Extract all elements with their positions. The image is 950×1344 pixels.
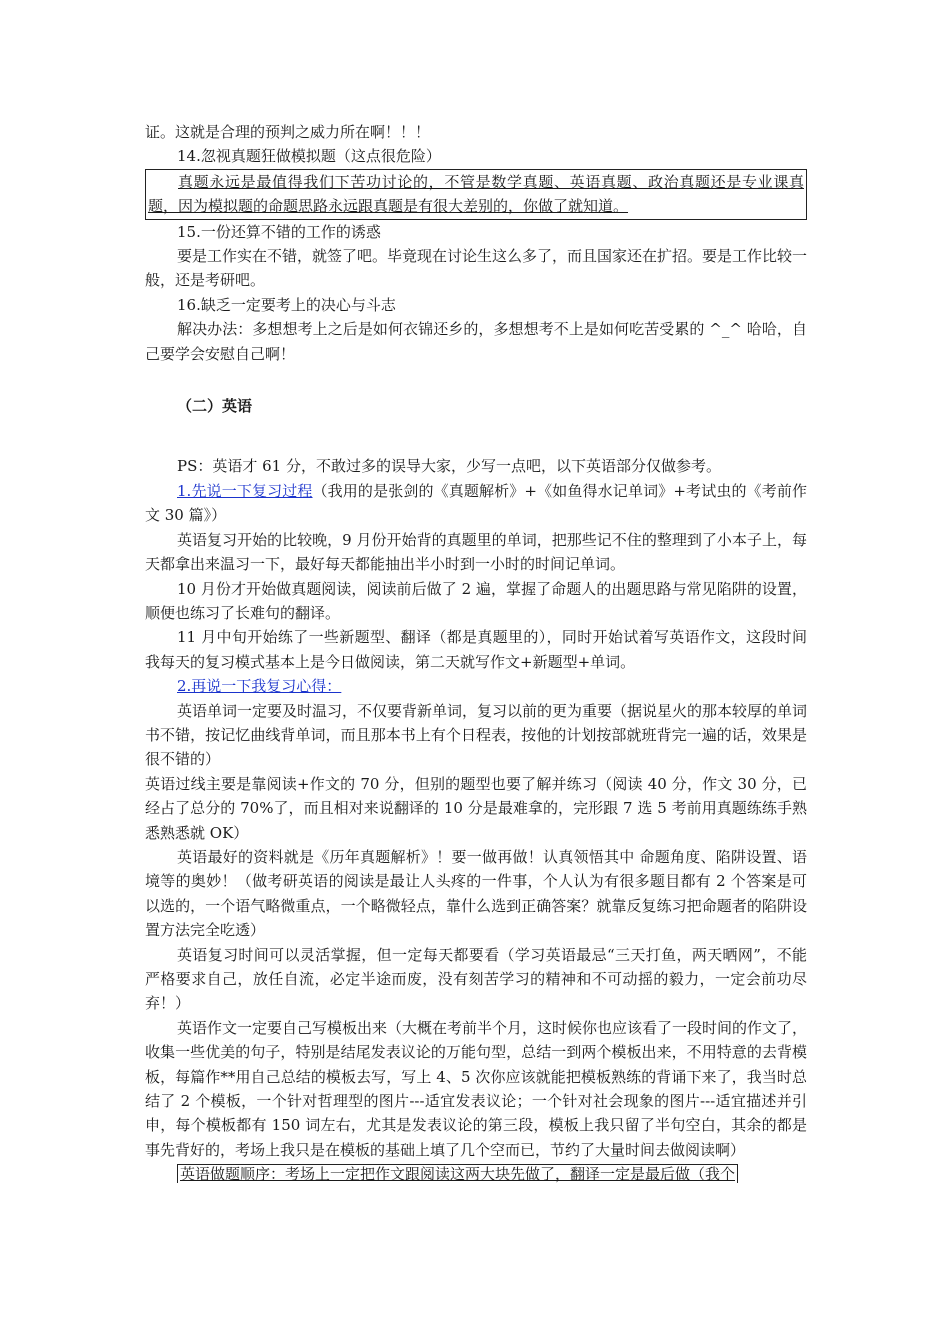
paragraph: 证。这就是合理的预判之威力所在啊！！！: [145, 123, 431, 141]
paragraph: 英语复习开始的比较晚，9 月份开始背的真题里的单词，把那些记不住的整理到了小本子上，每天都拿出来温习一下，最好每天都能抽出半小时到一小时的时间记单词。: [145, 530, 807, 574]
paragraph: 英语复习时间可以灵活掌握，但一定每天都要看（学习英语最忌“三天打鱼，两天晒网”，不能严格要求自己，放任自流，必定半途而废，没有刻苦学习的精神和不可动摇的毅力，一定会前功尽弃！）: [145, 945, 807, 1013]
paragraph: 英语最好的资料就是《历年真题解析》！要一做再做！认真领悟其中 命题角度、陷阱设置、语境等的奥妙！（做考研英语的阅读是最让人头疼的一件事，个人认为有很多题目都有 2 个答案是可以选的，一个语气略微重点，一个略微轻点，靠什么选到正确答案？就靠反复练习把命题者的陷阱设置方法完全吃透）: [145, 847, 807, 940]
item-heading-16: 16.缺乏一定要考上的决心与斗志: [177, 295, 396, 314]
paragraph: 解决办法：多想想考上之后是如何衣锦还乡的，多想想考不上是如何吃苦受累的 ^_^ 哈哈，自己要学会安慰自己啊！: [145, 320, 807, 363]
item-heading-14: 14.忽视真题狂做模拟题（这点很危险）: [177, 147, 441, 166]
subheading-paragraph: [145, 479, 807, 528]
paragraph: 英语单词一定要及时温习，不仅要背新单词，复习以前的更为重要（据说星火的那本较厚的单词书不错，按记忆曲线背单词，而且那本书上有个日程表，按他的计划按部就班背完一遍的话，效果是很不错的）: [145, 701, 808, 769]
section-heading: （二）英语: [177, 397, 253, 416]
boxed-text: 英语做题顺序：考场上一定把作文跟阅读这两大块先做了，翻译一定是最后做（我个: [177, 1164, 738, 1183]
boxed-paragraph-cut: [145, 1162, 807, 1186]
document-page: [145, 120, 807, 1187]
paragraph: PS：英语才 61 分，不敢过多的误导大家，少写一点吧，以下英语部分仅做参考。: [177, 457, 721, 476]
paragraph: 10 月份才开始做真题阅读，阅读前后做了 2 遍，掌握了命题人的出题思路与常见陷阱的设置，顺便也练习了长难句的翻译。: [145, 579, 807, 622]
paragraph: 11 月中旬开始练了一些新题型、翻译（都是真题里的），同时开始试着写英语作文，这段时间我每天的复习模式基本上是今日做阅读，第二天就写作文+新题型+单词。: [145, 628, 807, 671]
paragraph: 英语过线主要是靠阅读+作文的 70 分，但别的题型也要了解并练习（阅读 40 分，作文 30 分，已经占了总分的 70%了，而且相对来说翻译的 10 分是最难拿的，完形跟 7 选 5 考前用真题练练手熟悉熟悉就 OK）: [145, 774, 807, 842]
subheading-note: （我用的是张剑的《真题解析》+《如鱼得水记单词》+考试虫的《考前作文 30 篇》）: [145, 481, 808, 525]
subheading-link[interactable]: 1.先说一下复习过程: [177, 481, 313, 500]
paragraph: 要是工作实在不错，就签了吧。毕竟现在讨论生这么多了，而且国家还在扩招。要是工作比较一般，还是考研吧。: [145, 247, 808, 290]
paragraph: 英语作文一定要自己写模板出来（大概在考前半个月，这时候你也应该看了一段时间的作文了，收集一些优美的句子，特别是结尾发表议论的万能句型，总结一到两个模板出来，不用特意的去背模板，每篇作**用自己总结的模板去写，写上 4、5 次你应该就能把模板熟练的背诵下来了，我当时总结了 2 个模板，一个针对哲理型的图片---适宜发表议论；一个针对社会现象的图片---适宜描述并引申，每个模板都有 150 词左右，尤其是发表议论的第三段，模板上我只留了半句空白，其余的都是事先背好的，考场上我只是在模板的基础上填了几个空而已，节约了大量时间去做阅读啊）: [145, 1018, 808, 1159]
subheading-paragraph: [145, 674, 807, 698]
subheading-link[interactable]: 2.再说一下我复习心得：: [177, 677, 342, 696]
boxed-paragraph: 真题永远是最值得我们下苦功讨论的，不管是数学真题、英语真题、政治真题还是专业课真题，因为模拟题的命题思路永远跟真题是有很大差别的，你做了就知道。: [145, 169, 807, 220]
item-heading-15: 15.一份还算不错的工作的诱惑: [177, 222, 381, 241]
